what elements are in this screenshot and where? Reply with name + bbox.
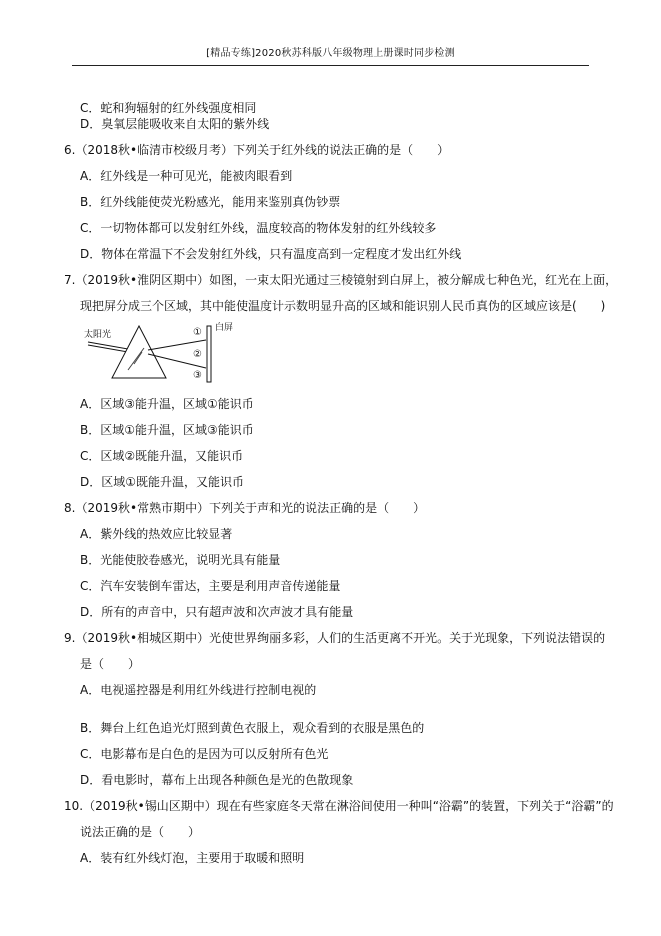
zone-label-3: ③: [193, 370, 202, 381]
question-stem: 7.（2019秋•淮阴区期中）如图，一束太阳光通过三棱镜射到白屏上，被分解成七种色光，红光在上面，: [64, 273, 618, 287]
question-stem-continued: 说法正确的是（ ）: [80, 825, 201, 839]
question-page: [64, 100, 618, 866]
answer-option: A．紫外线的热效应比较显著: [80, 527, 233, 541]
answer-option: C．电影幕布是白色的是因为可以反射所有色光: [80, 747, 329, 761]
question-stem: 9.（2019秋•相城区期中）光使世界绚丽多彩，人们的生活更离不开光。关于光现象，下列说法错误的: [64, 631, 606, 645]
answer-option: A．电视遥控器是利用红外线进行控制电视的: [80, 683, 317, 697]
answer-option: C．汽车安装倒车雷达，主要是利用声音传递能量: [80, 579, 341, 593]
prism-diagram: [84, 320, 234, 386]
answer-option: B．红外线能使荧光粉感光，能用来鉴别真伪钞票: [80, 195, 341, 209]
question-stem-continued: 现把屏分成三个区域，其中能使温度计示数明显升高的区域和能识别人民币真伪的区域应该是( ): [80, 299, 606, 313]
answer-option: A．红外线是一种可见光，能被肉眼看到: [80, 169, 293, 183]
answer-option: B．光能使胶卷感光，说明光具有能量: [80, 553, 281, 567]
zone-label-1: ①: [193, 327, 202, 338]
page-header: [精品专练]2020秋苏科版八年级物理上册课时同步检测: [72, 44, 589, 66]
question-stem: 10.（2019秋•锡山区期中）现在有些家庭冬天常在淋浴间使用一种叫“浴霸”的装置，下列关于“浴霸”的: [64, 799, 614, 813]
sun-label: 太阳光: [84, 330, 112, 340]
answer-option: C．区域②既能升温，又能识币: [80, 449, 244, 463]
answer-option: C．蛇和狗辐射的红外线强度相同: [80, 101, 257, 115]
question-stem: 8.（2019秋•常熟市期中）下列关于声和光的说法正确的是（ ）: [64, 501, 426, 515]
answer-option: D．物体在常温下不会发射红外线，只有温度高到一定程度才发出红外线: [80, 247, 462, 261]
answer-option: C．一切物体都可以发射红外线，温度较高的物体发射的红外线较多: [80, 221, 437, 235]
answer-option: D．看电影时，幕布上出现各种颜色是光的色散现象: [80, 773, 354, 787]
answer-option: D．臭氧层能吸收来自太阳的紫外线: [80, 117, 270, 131]
answer-option: D．区域①既能升温，又能识币: [80, 475, 244, 489]
answer-option: D．所有的声音中，只有超声波和次声波才具有能量: [80, 605, 354, 619]
screen-label: 白屏: [215, 323, 234, 333]
answer-option: A．区域③能升温，区域①能识币: [80, 397, 254, 411]
zone-label-2: ②: [193, 349, 202, 360]
answer-option: B．区域①能升温，区域③能识币: [80, 423, 254, 437]
question-stem: 6.（2018秋•临清市校级月考）下列关于红外线的说法正确的是（ ）: [64, 143, 450, 157]
white-screen: [207, 326, 211, 382]
answer-option: A．装有红外线灯泡，主要用于取暖和照明: [80, 851, 305, 865]
question-stem-continued: 是（ ）: [80, 657, 141, 671]
answer-option: B．舞台上红色追光灯照到黄色衣服上，观众看到的衣服是黑色的: [80, 721, 425, 735]
prism: [112, 326, 166, 378]
